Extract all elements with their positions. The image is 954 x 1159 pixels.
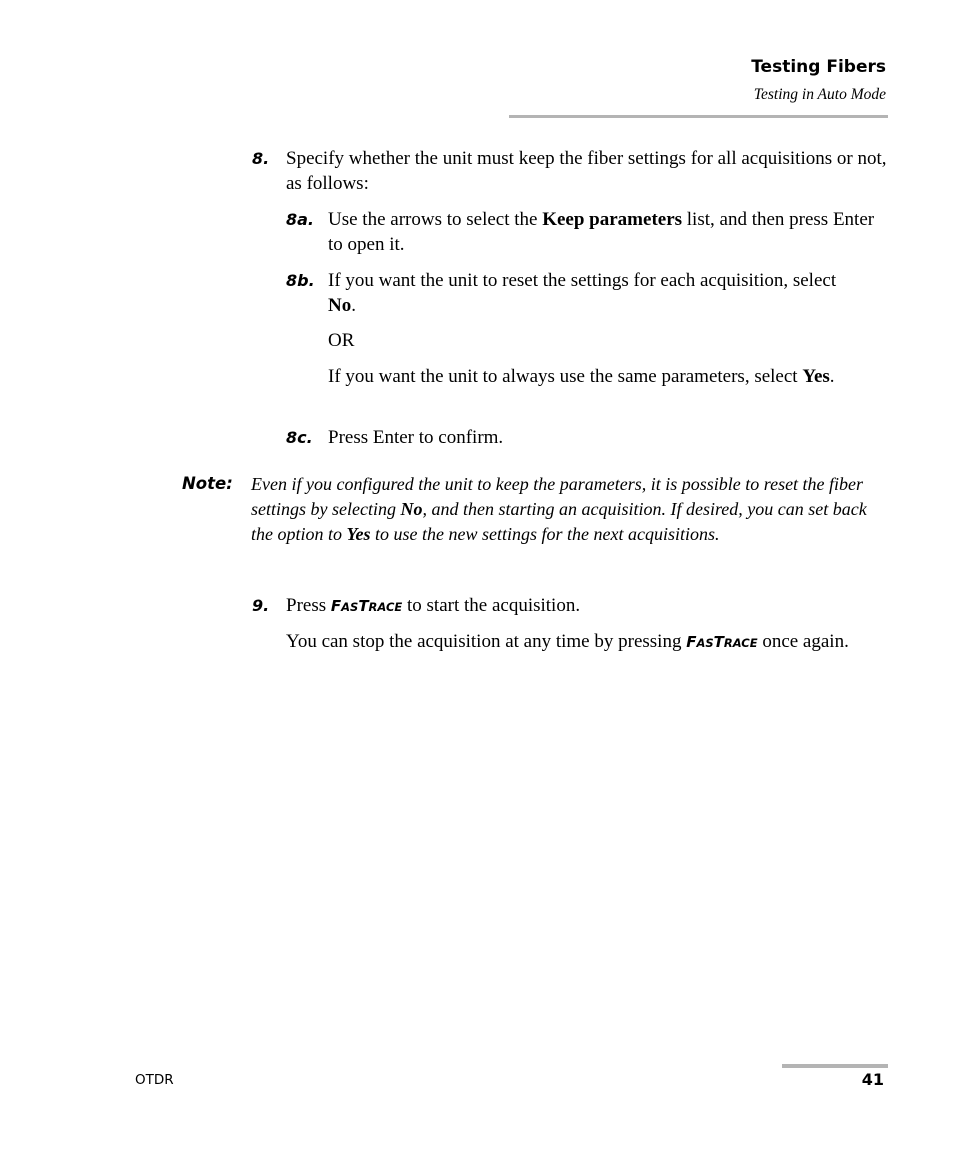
- page-number: 41: [861, 1070, 884, 1089]
- step-8b-alt-text: If you want the unit to always use the same parameters, select Yes.: [328, 366, 835, 387]
- step-9-number: 9.: [252, 596, 270, 615]
- step-8a-text: Use the arrows to select the Keep parameters list, and then press Enter to open it.: [328, 209, 875, 255]
- no-option-term: No: [328, 295, 352, 316]
- footer-rule: [782, 1064, 888, 1068]
- step-8b-text: If you want the unit to reset the settings for each acquisition, select No.: [328, 270, 837, 316]
- note-text: Even if you configured the unit to keep the parameters, it is possible to reset the fiber settings by selecting No, and then starting an acquisition. If desired, you can set back the option to Yes to use the new settings for the next acquisitions.: [251, 474, 867, 544]
- step-8b-number: 8b.: [286, 271, 315, 290]
- yes-option-term: Yes: [802, 366, 830, 387]
- fastrace-key-label: FASTRACE: [330, 597, 403, 615]
- keep-parameters-term: Keep parameters: [542, 209, 683, 230]
- header-rule: [509, 115, 888, 118]
- step-9-text: Press FASTRACE to start the acquisition.: [286, 595, 581, 616]
- step-8c-number: 8c.: [286, 428, 313, 447]
- step-8-number: 8.: [252, 149, 270, 168]
- product-name: OTDR: [135, 1072, 174, 1088]
- section-title: Testing in Auto Mode: [753, 86, 886, 103]
- step-8a-number: 8a.: [286, 210, 315, 229]
- step-8-text: Specify whether the unit must keep the fiber settings for all acquisitions or not, as follows:: [286, 148, 887, 194]
- step-8b-or: OR: [328, 330, 355, 351]
- step-8c-text: Press Enter to confirm.: [328, 427, 504, 448]
- fastrace-key-label: FASTRACE: [686, 633, 758, 651]
- note-label: Note:: [182, 474, 233, 493]
- note-no-term: No: [400, 499, 423, 519]
- chapter-title: Testing Fibers: [751, 57, 886, 77]
- step-9-follow-text: You can stop the acquisition at any time by pressing FASTRACE once again.: [286, 631, 849, 652]
- note-yes-term: Yes: [346, 524, 371, 544]
